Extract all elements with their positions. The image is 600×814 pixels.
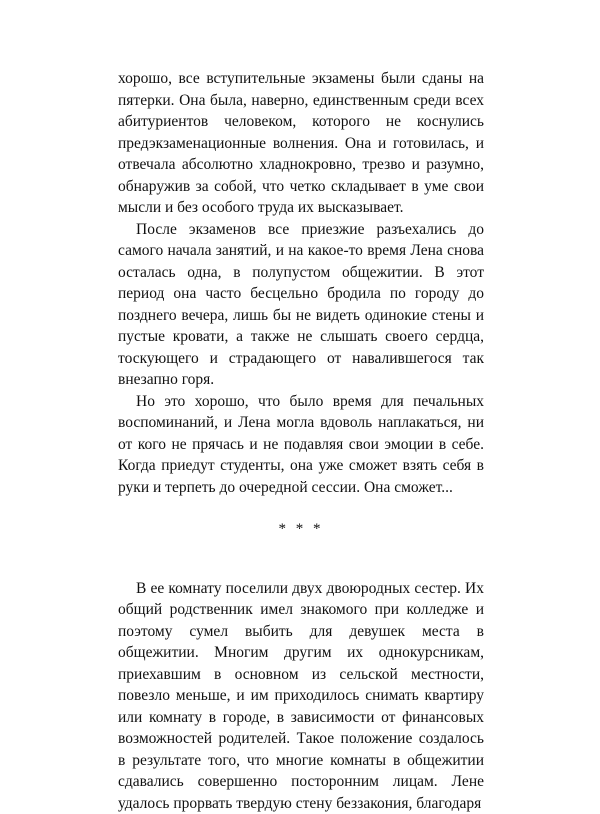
section-break: * * * [118,519,484,541]
paragraph-1: хорошо, все вступительные экзамены были сданы на пятерки. Она была, наверно, единственным среди всех абитуриентов человеком, которого не коснулись предэкзаменационные волнения. Она и готовилась, и отвечала абсолютно хладнокровно, трезво и разумно, обнаружив за собой, что четко складывает в уме свои мысли и без особого труда их высказывает. [118,68,484,219]
paragraph-2: После экзаменов все приезжие разъехались до самого начала занятий, и на какое-то время Лена снова осталась одна, в полупустом общежитии. В этот период она часто бесцельно бродила по городу до позднего вечера, лишь бы не видеть одинокие стены и пустые кровати, а также не слышать своего сердца, тоскующего и страдающего от навалившегося так внезапно горя. [118,219,484,391]
paragraph-4: В ее комнату поселили двух двоюродных сестер. Их общий родственник имел знакомого при колледже и поэтому сумел выбить для девушек места в общежитии. Многим другим их однокурсникам, приехавшим в основном из сельской местности, повезло меньше, и им приходилось снимать квартиру или комнату в городе, в зависимости от финансовых возможностей родителей. Такое положение создалось в результате того, что многие комнаты в общежитии сдавались совершенно посторонним лицам. Лене удалось прорвать твердую стену беззакония, благодаря [118,578,484,814]
page-body [118,68,484,814]
paragraph-3: Но это хорошо, что было время для печальных воспоминаний, и Лена могла вдоволь наплакаться, ни от кого не прячась и не подавляя свои эмоции в себе. Когда приедут студенты, она уже сможет взять себя в руки и терпеть до очередной сессии. Она сможет... [118,391,484,499]
